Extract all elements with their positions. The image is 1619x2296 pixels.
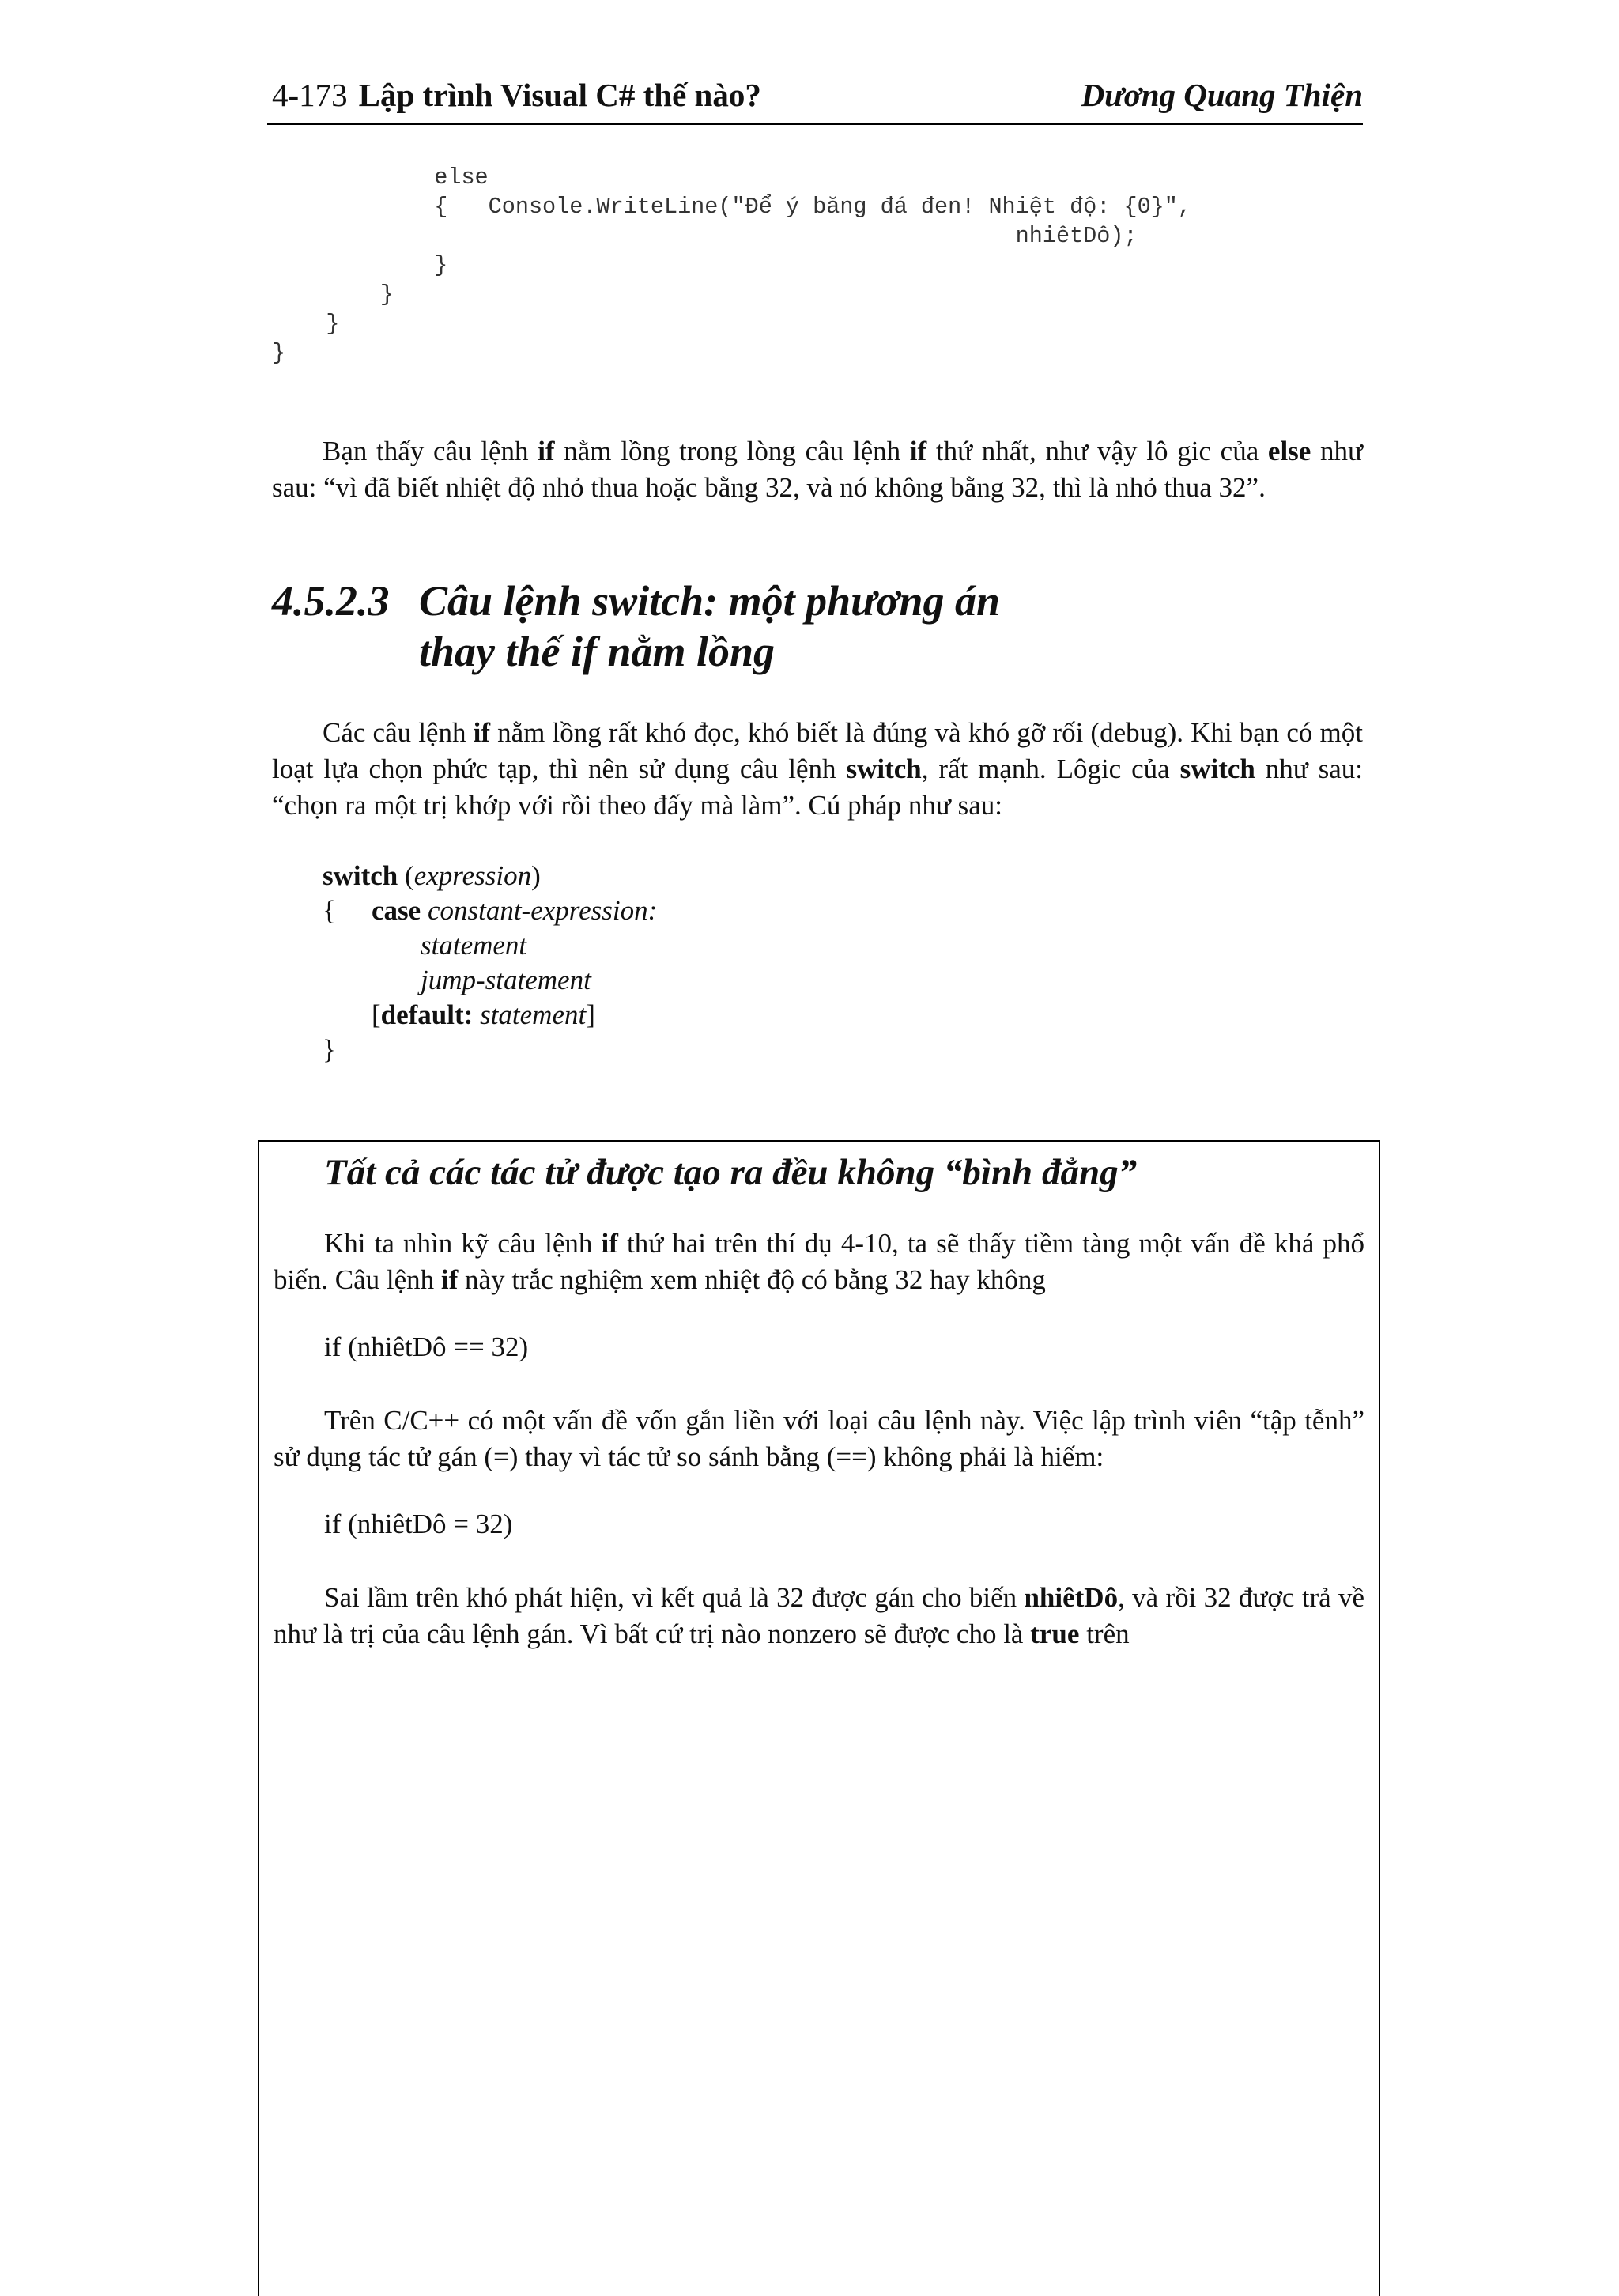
sidebar-code-2: if (nhiêtDô = 32) bbox=[324, 1509, 513, 1539]
keyword-switch: switch bbox=[846, 753, 922, 784]
sidebar-p3-text-1: Sai lầm trên khó phát hiện, vì kết quả là 32 được gán cho biến bbox=[324, 1582, 1025, 1613]
header-rule bbox=[267, 123, 1363, 125]
sidebar-p3-text-3: trên bbox=[1079, 1618, 1130, 1649]
syntax-jump-statement bbox=[323, 963, 657, 998]
section-number: 4.5.2.3 bbox=[272, 577, 390, 625]
intro-text-3: thứ nhất, như vậy lô gic của bbox=[926, 436, 1268, 466]
section-title-line2: thay thế if nằm lồng bbox=[419, 628, 776, 675]
sidebar-p1-text-3: này trắc nghiệm xem nhiệt độ có bằng 32 hay không bbox=[458, 1264, 1046, 1295]
keyword-switch: switch bbox=[1179, 753, 1255, 784]
section-heading bbox=[272, 576, 1000, 677]
syntax-statement bbox=[323, 928, 657, 963]
switch-paragraph bbox=[272, 715, 1363, 824]
sidebar-paragraph-1 bbox=[274, 1225, 1364, 1298]
syntax-keyword-default: default: bbox=[380, 999, 474, 1030]
intro-text-2: nằm lồng trong lòng câu lệnh bbox=[554, 436, 910, 466]
code-snippet: else { Console.WriteLine("Để ý băng đá đen! Nhiệt độ: {0}", nhiêtDô); } } } } bbox=[272, 164, 1191, 366]
switch-text-2: nằm lồng rất khó đọc, khó biết là đúng và khó gỡ rối (debug). Khi bạn có một loạt lựa chọn phức tạp, thì nên sử dụng câu lệnh bbox=[272, 717, 1363, 784]
page-header bbox=[272, 76, 1363, 123]
syntax-keyword-case: case bbox=[372, 895, 421, 926]
switch-syntax bbox=[323, 859, 657, 1067]
section-title-line1: Câu lệnh switch: một phương án bbox=[419, 577, 1001, 625]
syntax-line-switch bbox=[323, 859, 657, 893]
syntax-brace-close: } bbox=[323, 1034, 336, 1065]
syntax-jump-statement-text: jump-statement bbox=[421, 965, 591, 995]
keyword-if: if bbox=[538, 436, 555, 466]
intro-text-1: Bạn thấy câu lệnh bbox=[323, 436, 538, 466]
header-left bbox=[272, 76, 761, 114]
syntax-keyword-switch: switch bbox=[323, 860, 398, 891]
keyword-true: true bbox=[1030, 1618, 1080, 1649]
syntax-paren-close: ) bbox=[531, 860, 541, 891]
book-title: Lập trình Visual C# thế nào? bbox=[358, 77, 761, 113]
syntax-bracket-close: ] bbox=[586, 999, 595, 1030]
syntax-statement-text: statement bbox=[421, 930, 527, 961]
keyword-if: if bbox=[601, 1228, 618, 1259]
syntax-bracket-open: [ bbox=[372, 999, 381, 1030]
author-name: Dương Quang Thiện bbox=[1081, 77, 1363, 113]
keyword-if: if bbox=[473, 717, 490, 748]
syntax-paren-open: ( bbox=[398, 860, 414, 891]
keyword-if: if bbox=[440, 1264, 459, 1295]
sidebar-p3-text-2: , và rồi 32 được trả về như là trị của câu lệnh gán. Vì bất cứ trị nào nonzero sẽ được cho là bbox=[274, 1582, 1364, 1649]
syntax-constant-expression: constant-expression: bbox=[427, 895, 658, 926]
keyword-variable: nhiêtDô bbox=[1024, 1582, 1119, 1613]
keyword-if: if bbox=[909, 436, 927, 466]
intro-paragraph bbox=[272, 433, 1363, 506]
sidebar-paragraph-2 bbox=[274, 1403, 1364, 1475]
sidebar-title: Tất cả các tác tử được tạo ra đều không “bình đẳng” bbox=[324, 1152, 1138, 1193]
switch-text-1: Các câu lệnh bbox=[323, 717, 474, 748]
syntax-brace-open: { bbox=[323, 895, 336, 926]
switch-text-3: , rất mạnh. Lôgic của bbox=[921, 753, 1180, 784]
syntax-expression: expression bbox=[413, 860, 532, 891]
syntax-line-default bbox=[323, 998, 657, 1033]
switch-text-4: như sau: “chọn ra một trị khớp với rồi theo đấy mà làm”. Cú pháp như sau: bbox=[272, 753, 1363, 821]
syntax-line-case bbox=[323, 893, 657, 928]
sidebar-p2-text: Trên C/C++ có một vấn đề vốn gắn liền với loại câu lệnh này. Việc lập trình viên “tập tễnh” sử dụng tác tử gán (=) thay vì tác tử so sánh bằng (==) không phải là hiếm: bbox=[274, 1405, 1364, 1472]
intro-text-4: như sau: “vì đã biết nhiệt độ nhỏ thua hoặc bằng 32, và nó không bằng 32, thì là nhỏ thua 32”. bbox=[272, 436, 1363, 503]
sidebar-p1-text-2: thứ hai trên thí dụ 4-10, ta sẽ thấy tiềm tàng một vấn đề khá phổ biến. Câu lệnh bbox=[274, 1228, 1364, 1295]
sidebar-box bbox=[258, 1140, 1380, 2296]
sidebar-code-1: if (nhiêtDô == 32) bbox=[324, 1331, 529, 1362]
syntax-default-statement: statement bbox=[480, 999, 587, 1030]
page-number: 4-173 bbox=[272, 77, 348, 113]
keyword-else: else bbox=[1267, 436, 1311, 466]
sidebar-paragraph-3 bbox=[274, 1580, 1364, 1652]
sidebar-p1-text-1: Khi ta nhìn kỹ câu lệnh bbox=[324, 1228, 602, 1259]
